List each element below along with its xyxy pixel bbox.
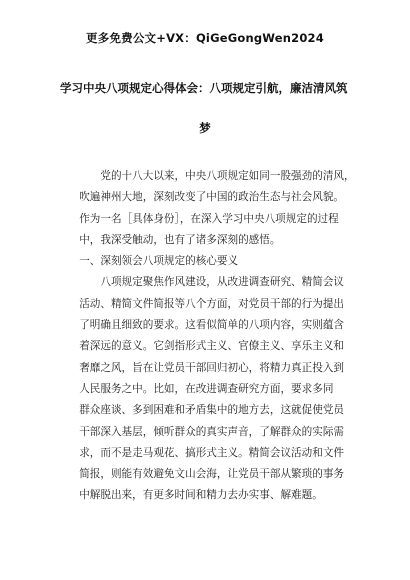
paragraph-line: 奢靡之风，旨在让党员干部回归初心，将精力真正投入到 bbox=[79, 361, 345, 374]
paragraph-line: 干部深入基层，倾听群众的真实声音，了解群众的实际需 bbox=[79, 425, 345, 438]
paragraph-line: 了明确且细致的要求。这看似简单的八项内容，实则蕴含 bbox=[79, 319, 345, 332]
paragraph-line: 着深远的意义。它剑指形式主义、官僚主义、享乐主义和 bbox=[79, 340, 345, 353]
document-title: 学习中央八项规定心得体会：八项规定引航，廉洁清风筑 bbox=[60, 81, 348, 95]
promo-header: 更多免费公文+VX：QiGeGongWen2024 bbox=[86, 31, 324, 45]
paragraph-line: 简报，则能有效避免文山会海，让党员干部从繁琐的事务 bbox=[79, 468, 345, 481]
intro-paragraph bbox=[58, 166, 354, 251]
paragraph-line: 吹遍神州大地，深刻改变了中国的政治生态与社会风貌。 bbox=[79, 191, 345, 204]
paragraph-line: 八项规定聚焦作风建设，从改进调查研究、精简会议 bbox=[100, 276, 345, 289]
paragraph-line: 群众座谈、多到困难和矛盾集中的地方去，这就促使党员 bbox=[79, 404, 345, 417]
paragraph-line: 求，而不是走马观花、搞形式主义。精简会议活动和文件 bbox=[79, 446, 345, 459]
paragraph-line: 作为一名［具体身份］，在深入学习中央八项规定的过程 bbox=[79, 212, 339, 225]
paragraph-line: 人民服务之中。比如，在改进调查研究方面，要求多同 bbox=[79, 382, 334, 395]
paragraph-line: 中解脱出来，有更多时间和精力去办实事、解难题。 bbox=[79, 489, 323, 502]
paragraph-line: 中，我深受触动，也有了诸多深刻的感悟。 bbox=[79, 233, 281, 246]
document-title-continuation: 梦 bbox=[199, 121, 211, 135]
paragraph-line: 党的十八大以来，中央八项规定如同一股强劲的清风， bbox=[100, 170, 355, 182]
document-body bbox=[58, 166, 354, 507]
section-heading: 一、深刻领会八项规定的核心要义 bbox=[79, 255, 239, 268]
paragraph-line: 活动、精简文件简报等八个方面，对党员干部的行为提出 bbox=[79, 297, 345, 310]
section-paragraph bbox=[58, 272, 354, 506]
